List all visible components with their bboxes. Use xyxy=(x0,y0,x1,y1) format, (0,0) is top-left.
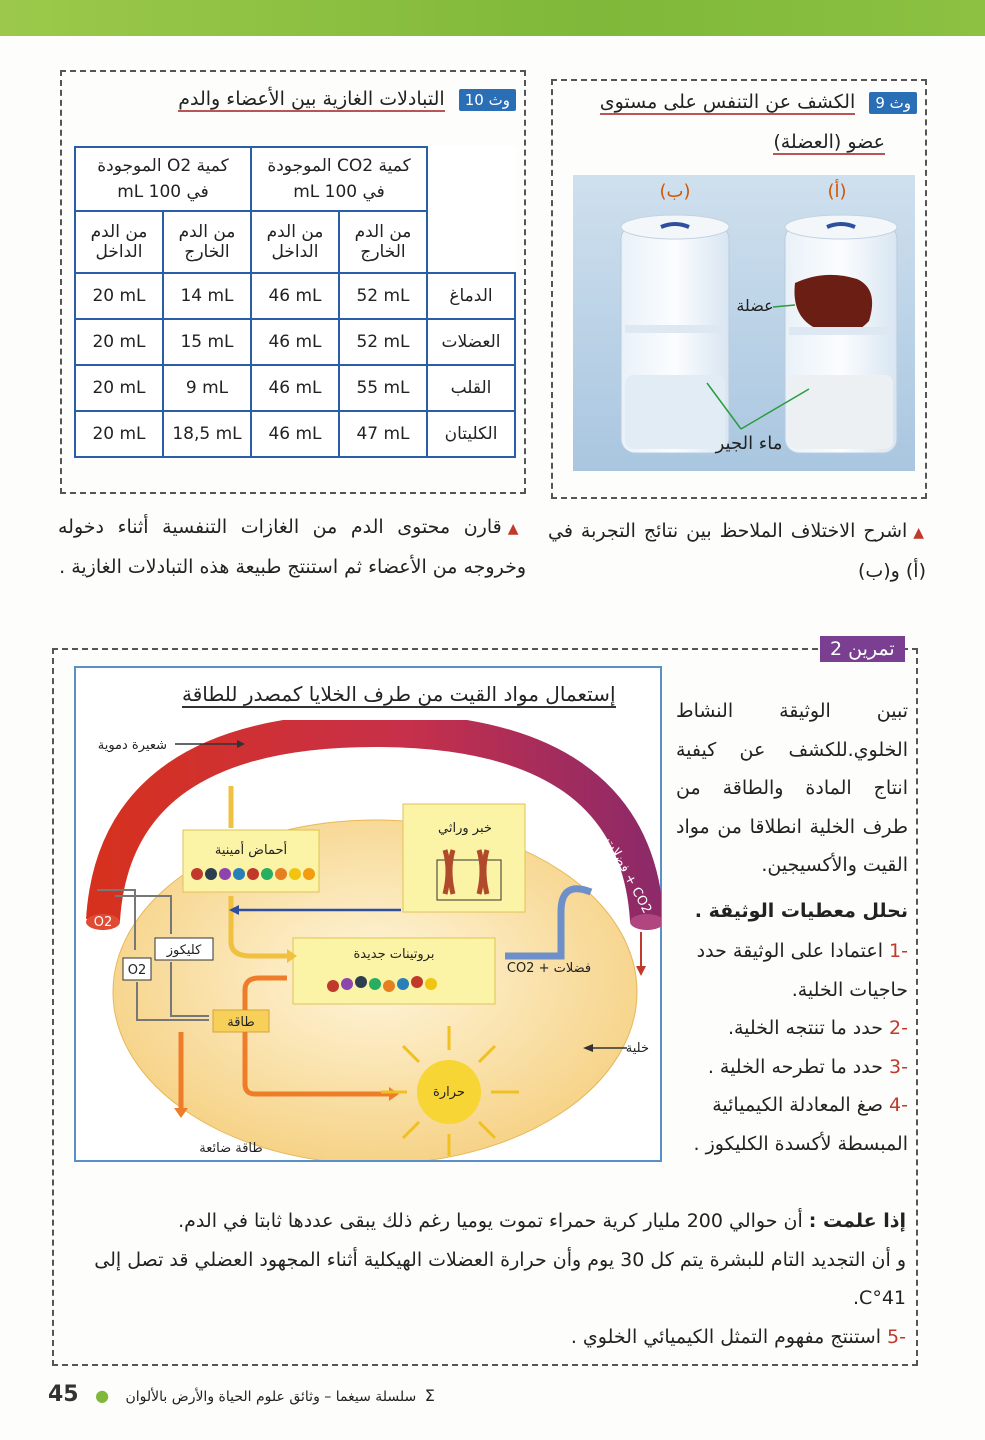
label-cell: خلية xyxy=(625,1041,649,1056)
item-number: -4 xyxy=(889,1094,908,1117)
label-limewater: ماء الجير xyxy=(715,433,783,454)
table-header-row xyxy=(75,147,515,211)
exercise-analyze-text: نحلل معطيات الوثيقة . xyxy=(694,900,908,922)
table-row xyxy=(75,365,515,411)
label-amino: أحماض أمينية xyxy=(214,843,288,858)
cell-o2-out: 14 mL xyxy=(163,273,251,319)
label-capillary: شعيرة دموية xyxy=(97,738,167,753)
sub-co2-in: من الدم الداخل xyxy=(251,211,339,273)
label-muscle: عضلة xyxy=(736,296,774,315)
exercise-tag-text: تمرين 2 xyxy=(830,638,895,660)
cell-o2-in: 20 mL xyxy=(75,273,163,319)
table-subheader-row xyxy=(75,211,515,273)
label-waste-inside: CO2 + فضلات xyxy=(506,961,592,976)
cell-o2-out: 18,5 mL xyxy=(163,411,251,457)
question-doc10 xyxy=(58,508,526,586)
know-label: إذا علمت : xyxy=(808,1210,906,1232)
item-number: -5 xyxy=(887,1325,906,1348)
doc10-tag: وث 10 xyxy=(459,89,516,111)
label-heat: حرارة xyxy=(433,1085,465,1100)
header-co2: كمية CO2 الموجودة في 100 mL xyxy=(251,147,427,211)
amino-beads xyxy=(191,868,315,880)
label-o2-small: O2 xyxy=(127,963,147,978)
label-lost-energy: طاقة ضائعة xyxy=(199,1141,263,1156)
item-text: حدد ما تنتجه الخلية. xyxy=(727,1017,883,1040)
exercise-item xyxy=(676,1009,908,1048)
sigma-icon: Σ xyxy=(424,1386,435,1405)
sub-co2-out: من الدم الخارج xyxy=(339,211,427,273)
header-o2: كمية O2 الموجودة في 100 mL xyxy=(75,147,251,211)
footer-dot-icon: ● xyxy=(95,1386,110,1405)
doc9-tag: وث 9 xyxy=(869,92,917,114)
table-row xyxy=(75,411,515,457)
sub-o2-out: من الدم الخارج xyxy=(163,211,251,273)
label-energy: طاقة xyxy=(227,1015,255,1030)
know-text-1: أن حوالي 200 مليار كرية حمراء تموت يوميا رغم ذلك يبقى عددها ثابتا في الدم. xyxy=(178,1210,803,1232)
cell-o2-out: 9 mL xyxy=(163,365,251,411)
cell-organ: القلب xyxy=(427,365,515,411)
cell-co2-out: 47 mL xyxy=(339,411,427,457)
exercise-items xyxy=(676,932,908,1164)
footer-series: سلسلة سيغما – وثائق علوم الحياة والأرض بالألوان xyxy=(125,1389,417,1405)
sub-o2-in: من الدم الداخل xyxy=(75,211,163,273)
cell-o2-in: 20 mL xyxy=(75,365,163,411)
label-proteins: بروتينات جديدة xyxy=(353,947,435,962)
item-text: صغ المعادلة الكيميائية المبسطة لأكسدة الكليكوز . xyxy=(693,1094,908,1155)
item-text: اعتمادا على الوثيقة حدد حاجيات الخلية. xyxy=(696,940,908,1001)
doc9-panel xyxy=(551,79,927,499)
diagram-title: إستعمال مواد القيت من طرف الخلايا كمصدر للطاقة xyxy=(182,682,616,706)
doc10-title-row xyxy=(178,88,516,111)
cell-co2-in: 46 mL xyxy=(251,319,339,365)
cell-organ: الدماغ xyxy=(427,273,515,319)
cell-co2-out: 55 mL xyxy=(339,365,427,411)
know-paragraph xyxy=(64,1202,906,1356)
bullet-triangle-icon: ▲ xyxy=(913,525,926,541)
item-number: -3 xyxy=(889,1055,908,1078)
label-waste-arc: فضلات + CO2 xyxy=(601,834,655,917)
question-doc10-text: قارن محتوى الدم من الغازات التنفسية أثناء دخوله وخروجه من الأعضاء ثم استنتج طبيعة هذه التبادلات الغازية . xyxy=(58,516,526,578)
bullet-triangle-icon: ▲ xyxy=(507,521,526,537)
doc9-subtitle: عضو (العضلة) xyxy=(773,131,885,153)
doc10-title: التبادلات الغازية بين الأعضاء والدم xyxy=(178,88,445,110)
table-row xyxy=(75,273,515,319)
gas-exchange-table xyxy=(74,146,516,458)
question-doc9 xyxy=(548,512,926,590)
item-text: حدد ما تطرحه الخلية . xyxy=(707,1055,883,1078)
cell-o2-out: 15 mL xyxy=(163,319,251,365)
cell-o2-in: 20 mL xyxy=(75,319,163,365)
footer xyxy=(48,1382,435,1407)
table-row xyxy=(75,319,515,365)
jar-a xyxy=(785,215,897,453)
limewater-photo xyxy=(573,175,915,471)
question-doc9-text: اشرح الاختلاف الملاحظ بين نتائج التجربة في (أ) و(ب) xyxy=(548,520,926,582)
exercise-intro-text: تبين الوثيقة النشاط الخلوي.للكشف عن كيفية انتاج المادة والطاقة من طرف الخلية انطلاقا من مواد القيت والأكسيجين. xyxy=(676,700,908,877)
header-empty xyxy=(427,147,515,211)
label-glucose: كليكوز xyxy=(166,943,202,958)
cell-organ: الكليتان xyxy=(427,411,515,457)
label-a: (أ) xyxy=(827,181,847,202)
item-number: -2 xyxy=(889,1017,908,1040)
cell-co2-out: 52 mL xyxy=(339,319,427,365)
exercise-intro xyxy=(676,692,908,885)
label-genetic: خبر وراثي xyxy=(438,821,492,836)
page-number: 45 xyxy=(48,1382,79,1407)
jar-b xyxy=(621,215,729,453)
exercise-item xyxy=(676,932,908,1009)
cell-co2-in: 46 mL xyxy=(251,273,339,319)
sub-empty xyxy=(427,211,515,273)
cell-o2-in: 20 mL xyxy=(75,411,163,457)
cell-co2-in: 46 mL xyxy=(251,365,339,411)
doc9-title-row xyxy=(600,91,917,114)
cell-co2-out: 52 mL xyxy=(339,273,427,319)
label-b: (ب) xyxy=(659,181,691,202)
last-question-text: استنتج مفهوم التمثل الكيميائي الخلوي . xyxy=(570,1325,881,1348)
exercise-item xyxy=(676,1086,908,1163)
cell-co2-in: 46 mL xyxy=(251,411,339,457)
cell-diagram xyxy=(75,720,661,1160)
item-number: -1 xyxy=(889,940,908,962)
doc9-title: الكشف عن التنفس على مستوى xyxy=(599,91,856,113)
top-color-band xyxy=(0,0,985,36)
label-o2-top: O2 xyxy=(93,915,113,930)
amino-box xyxy=(183,830,319,892)
cell-organ: العضلات xyxy=(427,319,515,365)
exercise-tag xyxy=(820,636,905,662)
exercise-item xyxy=(676,1048,908,1087)
know-text-2: و أن التجديد التام للبشرة يتم كل 30 يوم وأن حرارة العضلات الهيكلية أثناء المجهود العضلي قد تصل إلى 41°C. xyxy=(94,1248,906,1310)
exercise-analyze xyxy=(676,892,908,931)
